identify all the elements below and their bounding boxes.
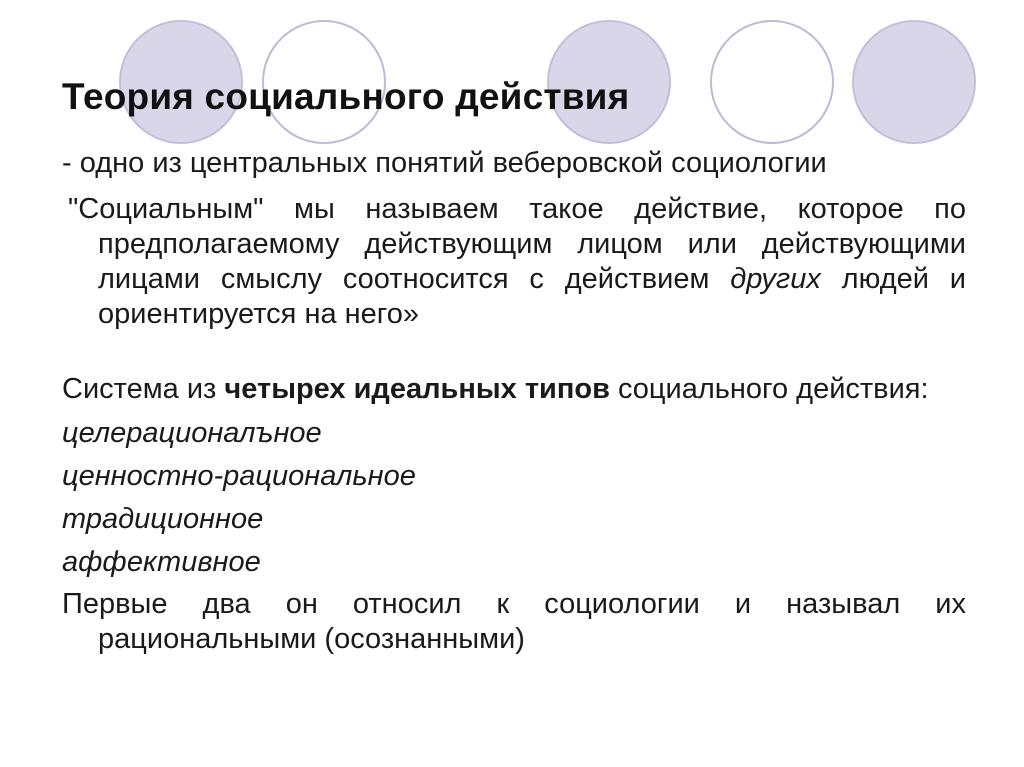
system-text-start: Система из	[62, 373, 225, 405]
definition-text-end: людей и ориентируется на него»	[98, 263, 966, 330]
slide-body	[62, 146, 966, 657]
slide-title: Теория социального действия	[62, 76, 630, 117]
intro-line: - одно из центральных понятий веберовской социологии	[62, 147, 827, 179]
weber-definition-quote	[62, 192, 966, 332]
definition-italic-word: других	[730, 263, 821, 295]
four-types-intro	[62, 372, 966, 407]
action-type-item: целерационалъное	[62, 417, 322, 449]
system-text-end: социального действия:	[609, 373, 929, 405]
action-type-item: аффективное	[62, 546, 261, 578]
system-bold-phrase: четырех идеальных типов	[224, 373, 610, 405]
decor-circle-outline-2	[711, 21, 833, 143]
conclusion-line: Первые два он относил к социологии и называл их рациональными (осознанными)	[62, 588, 966, 655]
definition-text: "Социальным" мы называем такое действие, которое по предполагаемому действующим лицом или действующими лицами смыслу соотносится с действием	[68, 193, 966, 295]
decor-circle-filled-3	[853, 21, 975, 143]
action-type-item: ценностно-рациональное	[62, 460, 416, 492]
action-type-item: традиционное	[62, 503, 264, 535]
